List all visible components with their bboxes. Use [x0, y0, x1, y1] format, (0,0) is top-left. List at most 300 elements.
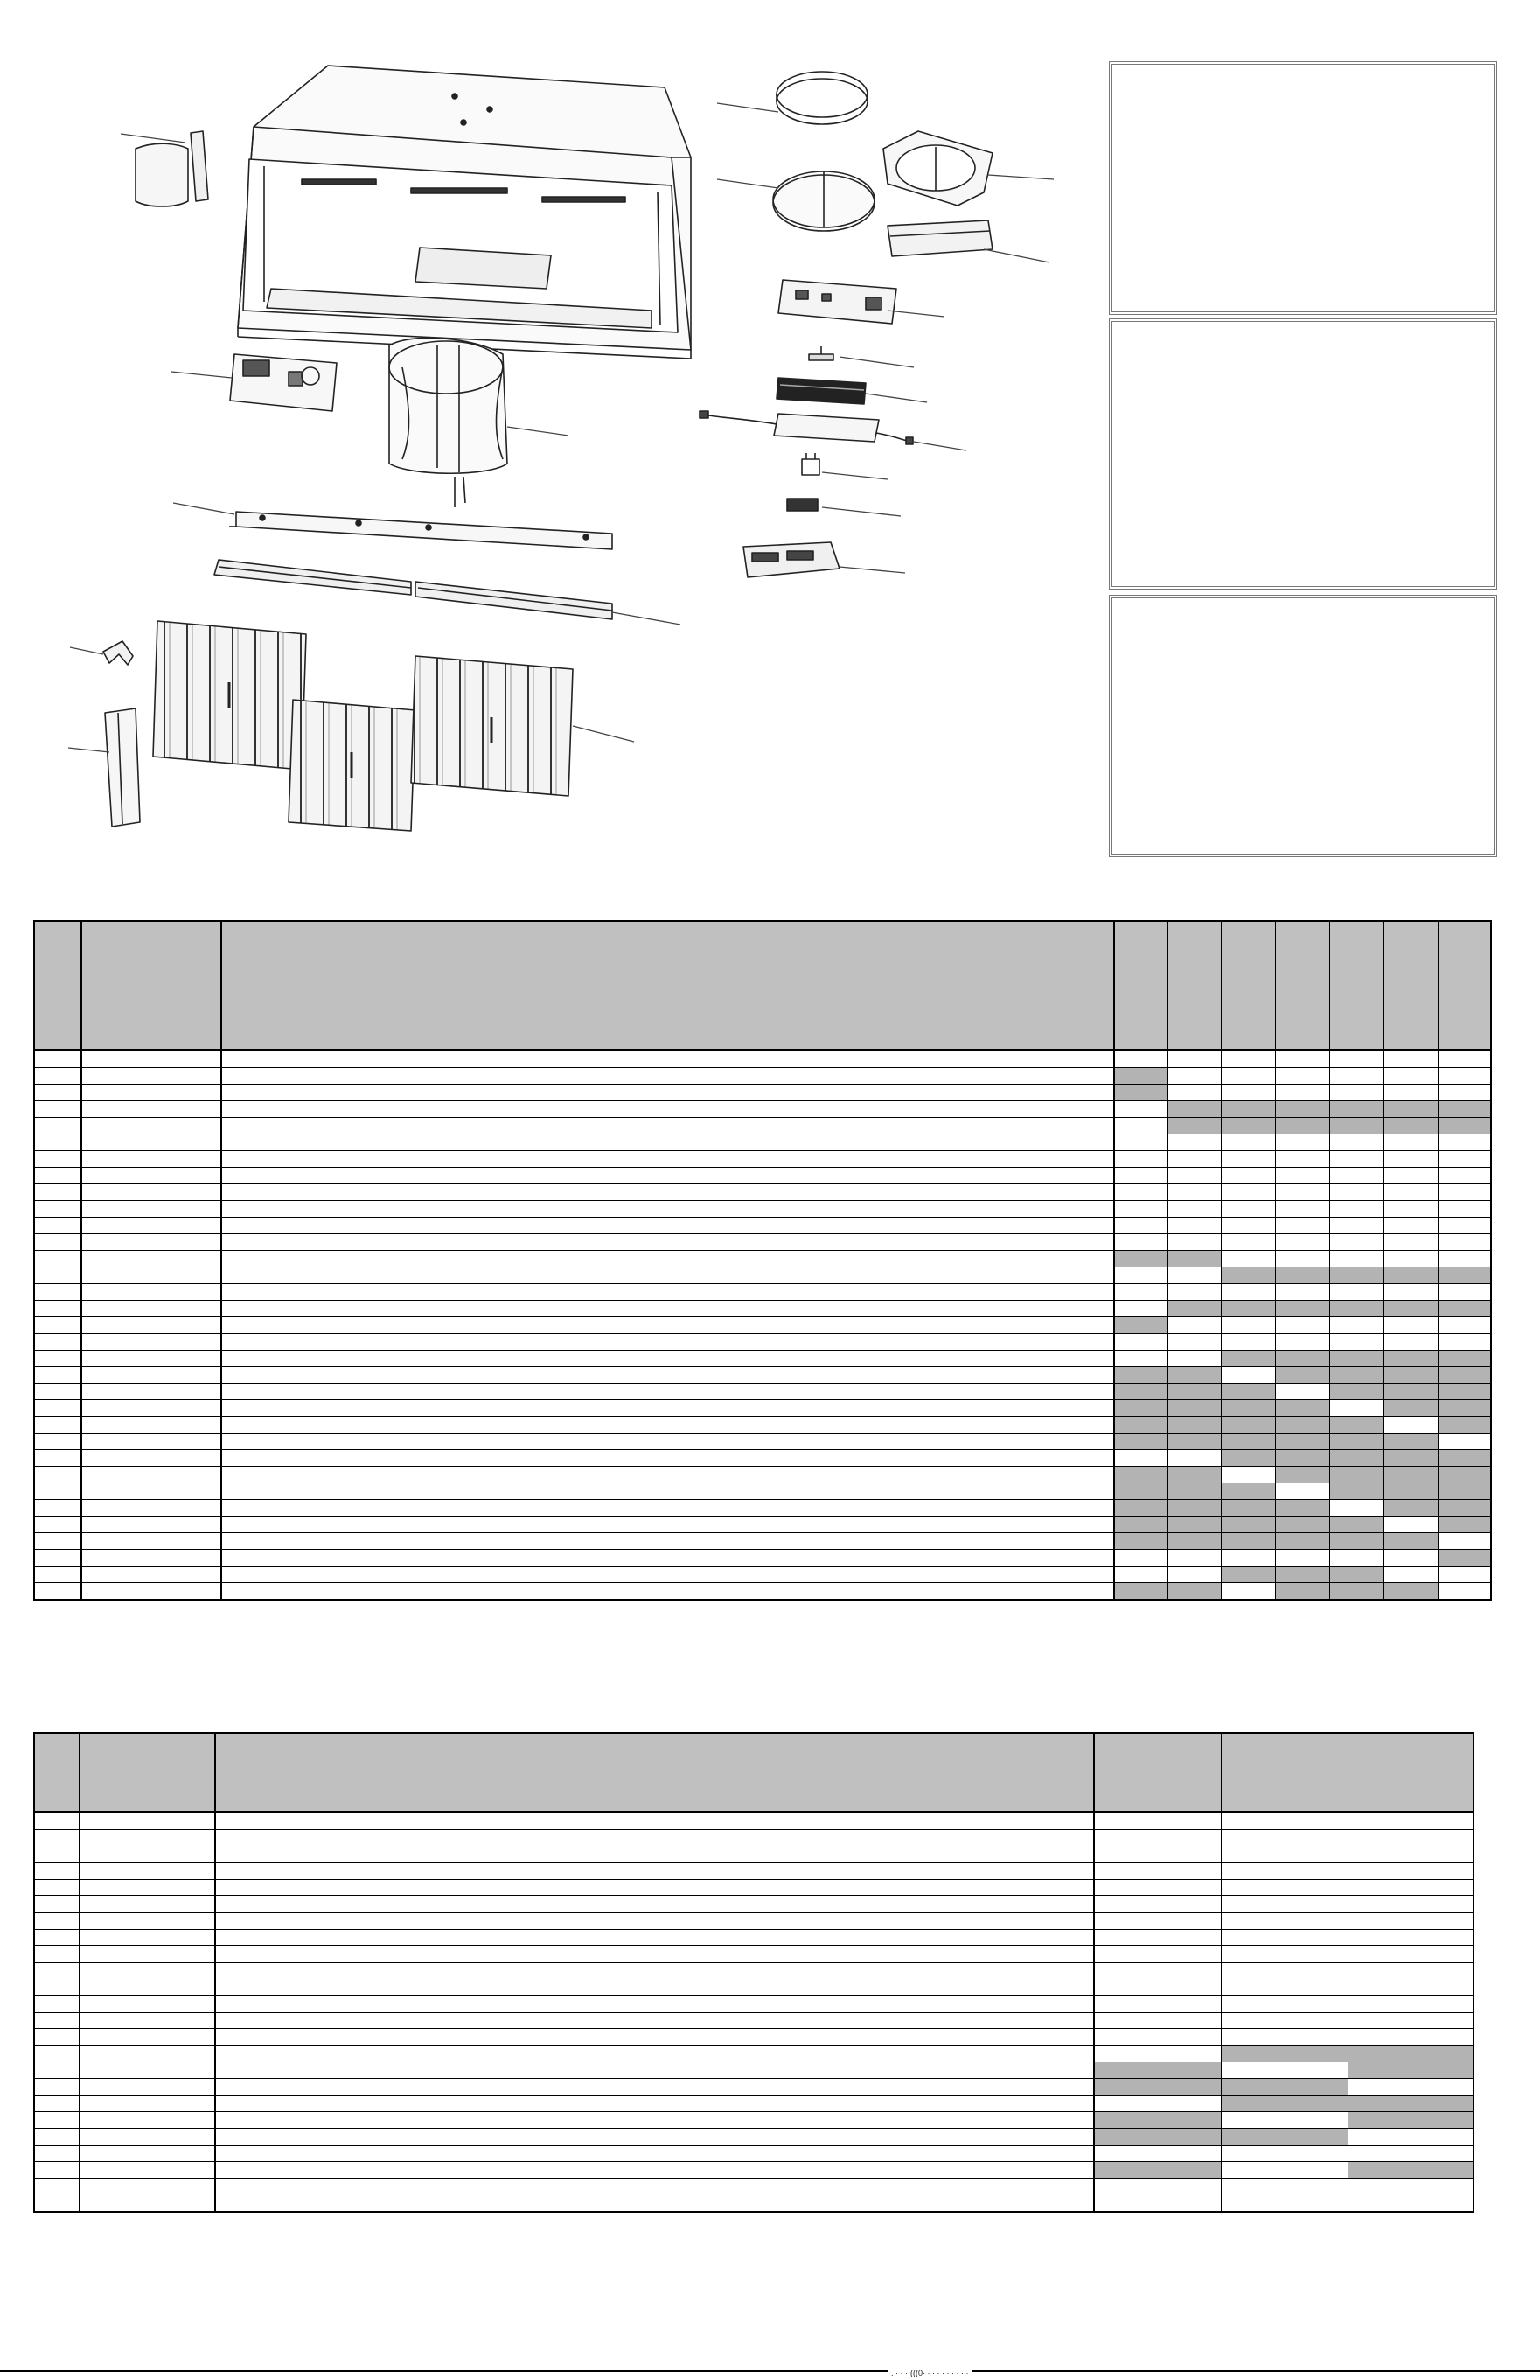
table2-row — [34, 2013, 1474, 2029]
table1-cell — [1221, 1334, 1275, 1351]
table1-cell — [1330, 1118, 1384, 1134]
info-box-2 — [1109, 318, 1497, 590]
table1-cell — [1439, 1151, 1491, 1168]
table1-cell — [1221, 1517, 1275, 1533]
table2-cell — [215, 2096, 1094, 2112]
table1-cell — [1330, 1101, 1384, 1118]
table2-cell — [1094, 1863, 1221, 1880]
table2-cell — [80, 1846, 215, 1863]
table1-cell — [1384, 1151, 1439, 1168]
table1-row — [34, 1483, 1491, 1500]
table1-cell — [1384, 1118, 1439, 1134]
table1-cell — [1221, 1317, 1275, 1334]
table1-cell — [221, 1550, 1114, 1567]
table2-cell — [215, 1846, 1094, 1863]
light-housing-icon — [743, 542, 840, 577]
table1-header-cell — [1221, 921, 1275, 1050]
table1-cell — [1114, 1284, 1167, 1301]
table1-cell — [1330, 1384, 1384, 1400]
table2-cell — [80, 1880, 215, 1896]
table2-cell — [1094, 1880, 1221, 1896]
table1-row — [34, 1118, 1491, 1134]
table1-cell — [1275, 1567, 1329, 1583]
table1-row — [34, 1351, 1491, 1367]
table1-cell — [81, 1467, 222, 1483]
footer — [0, 2369, 1540, 2380]
table1-cell — [1167, 1583, 1221, 1601]
table2-row — [34, 1979, 1474, 1996]
table1-cell — [1167, 1050, 1221, 1068]
table1-cell — [221, 1533, 1114, 1550]
table1-cell — [1221, 1251, 1275, 1267]
table2-cell — [1348, 2146, 1474, 2162]
table1-cell — [1330, 1417, 1384, 1434]
table2-cell — [1094, 2096, 1221, 2112]
table2-cell — [1221, 1996, 1348, 2013]
table2-cell — [1221, 2162, 1348, 2179]
table1-cell — [1330, 1301, 1384, 1317]
table1-cell — [221, 1583, 1114, 1601]
table1-cell — [1221, 1151, 1275, 1168]
table1-cell — [81, 1101, 222, 1118]
table2-cell — [1221, 2129, 1348, 2146]
table1-cell — [1221, 1267, 1275, 1284]
table1-cell — [1221, 1201, 1275, 1218]
table1-cell — [1439, 1384, 1491, 1400]
table1-cell — [1114, 1384, 1167, 1400]
table2-row — [34, 1812, 1474, 1830]
table2-cell — [80, 2013, 215, 2029]
table1-cell — [1167, 1483, 1221, 1500]
table2-cell — [80, 2046, 215, 2062]
table1-header-cell — [1439, 921, 1491, 1050]
table1-cell — [1439, 1050, 1491, 1068]
table2-row — [34, 1996, 1474, 2013]
table2-cell — [34, 2162, 80, 2179]
table2-cell — [215, 1996, 1094, 2013]
table1-cell — [1275, 1583, 1329, 1601]
table1-cell — [34, 1583, 81, 1601]
table1-cell — [1384, 1050, 1439, 1068]
table1-row — [34, 1450, 1491, 1467]
light-bar-icon — [888, 220, 993, 256]
table2-cell — [80, 2179, 215, 2195]
table1-cell — [1275, 1367, 1329, 1384]
table1-cell — [34, 1151, 81, 1168]
table1-cell — [1114, 1533, 1167, 1550]
table2-cell — [1094, 1946, 1221, 1963]
table1-cell — [1167, 1101, 1221, 1118]
table1-cell — [221, 1317, 1114, 1334]
table1-cell — [221, 1068, 1114, 1085]
table2-cell — [1348, 2195, 1474, 2213]
table1-cell — [34, 1467, 81, 1483]
table2-cell — [215, 2129, 1094, 2146]
table1-header-cell — [1114, 921, 1167, 1050]
table2-cell — [34, 2029, 80, 2046]
table1-cell — [34, 1550, 81, 1567]
table1-cell — [1114, 1251, 1167, 1267]
table1-cell — [221, 1301, 1114, 1317]
table1-cell — [1439, 1583, 1491, 1601]
table1-cell — [1275, 1384, 1329, 1400]
table1-header-cell — [1275, 921, 1329, 1050]
table1-cell — [1384, 1400, 1439, 1417]
table1-cell — [221, 1184, 1114, 1201]
table2-cell — [80, 1896, 215, 1913]
table1-cell — [1221, 1467, 1275, 1483]
table2-cell — [215, 1830, 1094, 1846]
table1-cell — [221, 1483, 1114, 1500]
filter-channel-icon — [105, 708, 140, 827]
table1-cell — [1167, 1301, 1221, 1317]
table1-cell — [1221, 1367, 1275, 1384]
table1-cell — [1330, 1550, 1384, 1567]
table2-row — [34, 1913, 1474, 1930]
table1-cell — [81, 1085, 222, 1101]
table1-cell — [1330, 1068, 1384, 1085]
table1-cell — [1275, 1085, 1329, 1101]
table1-cell — [1275, 1550, 1329, 1567]
table1-cell — [1330, 1500, 1384, 1517]
table1-cell — [1384, 1301, 1439, 1317]
footer-text: . · · ··(((0· · · · · · · · · · — [888, 2369, 972, 2377]
table2-row — [34, 1896, 1474, 1913]
table1-cell — [81, 1234, 222, 1251]
table2-cell — [1348, 1863, 1474, 1880]
table2-row — [34, 2062, 1474, 2079]
table2-cell — [80, 2112, 215, 2129]
table1-cell — [1221, 1068, 1275, 1085]
table1-cell — [1439, 1184, 1491, 1201]
table1-cell — [1167, 1317, 1221, 1334]
table1-cell — [81, 1151, 222, 1168]
table1-cell — [81, 1201, 222, 1218]
table1-cell — [34, 1134, 81, 1151]
table2-cell — [1348, 1996, 1474, 2013]
table1-row — [34, 1101, 1491, 1118]
table1-row — [34, 1550, 1491, 1567]
table1-cell — [1439, 1218, 1491, 1234]
table1-cell — [1439, 1301, 1491, 1317]
table1-cell — [1330, 1284, 1384, 1301]
table1-row — [34, 1434, 1491, 1450]
table1-cell — [1114, 1351, 1167, 1367]
table2-header-cell — [34, 1733, 80, 1812]
table2-cell — [215, 1913, 1094, 1930]
table2-cell — [34, 2096, 80, 2112]
table1-cell — [1275, 1533, 1329, 1550]
table1-cell — [1384, 1234, 1439, 1251]
table1-cell — [221, 1334, 1114, 1351]
table2-row — [34, 2112, 1474, 2129]
table1-cell — [34, 1118, 81, 1134]
table1-row — [34, 1334, 1491, 1351]
table1-cell — [1275, 1301, 1329, 1317]
table1-row — [34, 1218, 1491, 1234]
footer-rule — [0, 2370, 1540, 2372]
table1-cell — [1221, 1050, 1275, 1068]
table1-cell — [81, 1533, 222, 1550]
table2-cell — [34, 2062, 80, 2079]
table2-cell — [1221, 2062, 1348, 2079]
table2-cell — [34, 1846, 80, 1863]
table2-cell — [1221, 2079, 1348, 2096]
table2-cell — [34, 1963, 80, 1979]
table2-cell — [215, 1963, 1094, 1979]
table1-cell — [1114, 1085, 1167, 1101]
table2-cell — [34, 1880, 80, 1896]
table1-cell — [1221, 1417, 1275, 1434]
table1-cell — [1167, 1517, 1221, 1533]
table1-cell — [1167, 1251, 1221, 1267]
table1-cell — [81, 1218, 222, 1234]
table2-cell — [1348, 1846, 1474, 1863]
table1-cell — [1330, 1483, 1384, 1500]
table1-cell — [1167, 1417, 1221, 1434]
table1-cell — [1384, 1583, 1439, 1601]
table1-cell — [1384, 1267, 1439, 1284]
table2-cell — [80, 1946, 215, 1963]
table2-cell — [34, 2195, 80, 2213]
table2-cell — [34, 1830, 80, 1846]
table2-cell — [1221, 2013, 1348, 2029]
parts-table-models — [33, 920, 1492, 1601]
info-box-1 — [1109, 61, 1497, 315]
baffle-filter-icon — [153, 621, 573, 831]
table1-cell — [1114, 1068, 1167, 1085]
table1-cell — [1114, 1583, 1167, 1601]
table2-cell — [1348, 1896, 1474, 1913]
table1-cell — [1330, 1400, 1384, 1417]
table1-cell — [34, 1334, 81, 1351]
table1-cell — [1439, 1367, 1491, 1384]
table1-cell — [34, 1184, 81, 1201]
table1-cell — [1275, 1234, 1329, 1251]
table1-cell — [81, 1434, 222, 1450]
table2-cell — [80, 2162, 215, 2179]
table2-row — [34, 2079, 1474, 2096]
table1-cell — [1167, 1400, 1221, 1417]
table1-cell — [1275, 1400, 1329, 1417]
table1-cell — [1439, 1267, 1491, 1284]
table1-cell — [1114, 1334, 1167, 1351]
table2-cell — [34, 2129, 80, 2146]
table1-cell — [1330, 1234, 1384, 1251]
table1-cell — [1439, 1118, 1491, 1134]
table2-cell — [1221, 2179, 1348, 2195]
table1-cell — [81, 1450, 222, 1467]
table1-cell — [1330, 1218, 1384, 1234]
table1-cell — [1167, 1533, 1221, 1550]
duct-tube-icon — [136, 131, 208, 206]
table1-cell — [1114, 1467, 1167, 1483]
table1-cell — [1221, 1500, 1275, 1517]
table1-cell — [34, 1168, 81, 1184]
table1-cell — [1384, 1068, 1439, 1085]
table1-cell — [221, 1251, 1114, 1267]
table2-cell — [215, 2112, 1094, 2129]
table1-cell — [1384, 1351, 1439, 1367]
table1-cell — [81, 1050, 222, 1068]
table1-header-row — [34, 921, 1491, 1050]
table2-cell — [80, 2079, 215, 2096]
duct-collar-ring-icon — [777, 72, 868, 124]
table1-cell — [81, 1068, 222, 1085]
table1-cell — [1439, 1068, 1491, 1085]
table2-cell — [1221, 1812, 1348, 1830]
table1-row — [34, 1583, 1491, 1601]
table1-header-cell — [34, 921, 81, 1050]
table1-cell — [1330, 1367, 1384, 1384]
table1-cell — [1384, 1085, 1439, 1101]
table2-row — [34, 2179, 1474, 2195]
table1-cell — [1439, 1284, 1491, 1301]
table2-cell — [1348, 2129, 1474, 2146]
table1-cell — [1167, 1168, 1221, 1184]
table1-row — [34, 1085, 1491, 1101]
table1-cell — [81, 1184, 222, 1201]
table1-cell — [34, 1101, 81, 1118]
table2-cell — [1221, 1963, 1348, 1979]
table1-cell — [221, 1500, 1114, 1517]
table2-cell — [34, 1930, 80, 1946]
table1-cell — [1384, 1517, 1439, 1533]
table1-cell — [34, 1068, 81, 1085]
baffle-rail-icon — [214, 560, 612, 619]
table1-cell — [81, 1351, 222, 1367]
table1-cell — [34, 1284, 81, 1301]
table2-cell — [215, 1979, 1094, 1996]
table1-cell — [1330, 1351, 1384, 1367]
table2-cell — [215, 1812, 1094, 1830]
table2-row — [34, 2129, 1474, 2146]
table1-cell — [1330, 1434, 1384, 1450]
table2-cell — [1221, 1979, 1348, 1996]
table1-row — [34, 1367, 1491, 1384]
table1-cell — [1275, 1351, 1329, 1367]
table2-cell — [215, 2195, 1094, 2213]
table2-cell — [1348, 2046, 1474, 2062]
table2-cell — [34, 2046, 80, 2062]
table2-cell — [1094, 2112, 1221, 2129]
table1-cell — [81, 1517, 222, 1533]
table2-row — [34, 2162, 1474, 2179]
table1-row — [34, 1400, 1491, 1417]
table1-row — [34, 1533, 1491, 1550]
table2-cell — [1094, 2079, 1221, 2096]
table2-cell — [1094, 2029, 1221, 2046]
table1-cell — [1114, 1234, 1167, 1251]
table1-cell — [1221, 1184, 1275, 1201]
table2-header-cell — [1094, 1733, 1221, 1812]
plug-icon — [802, 453, 819, 475]
table1-cell — [1439, 1483, 1491, 1500]
table1-cell — [1275, 1417, 1329, 1434]
table1-cell — [1439, 1168, 1491, 1184]
table1-cell — [1221, 1284, 1275, 1301]
table2-cell — [1348, 1913, 1474, 1930]
table2-cell — [1348, 1880, 1474, 1896]
table2-cell — [80, 1863, 215, 1880]
table1-row — [34, 1284, 1491, 1301]
table2-row — [34, 2046, 1474, 2062]
table1-cell — [1384, 1500, 1439, 1517]
table1-cell — [34, 1317, 81, 1334]
table1-cell — [1114, 1267, 1167, 1284]
table2-cell — [1348, 1812, 1474, 1830]
table2-row — [34, 1963, 1474, 1979]
small-connector-icon — [809, 346, 833, 360]
table1-cell — [34, 1085, 81, 1101]
table1-cell — [1439, 1251, 1491, 1267]
table1-cell — [221, 1450, 1114, 1467]
table1-cell — [1114, 1517, 1167, 1533]
table1-cell — [1114, 1151, 1167, 1168]
table1-cell — [1330, 1467, 1384, 1483]
table1-cell — [1384, 1567, 1439, 1583]
table1-cell — [1384, 1533, 1439, 1550]
table2-cell — [1094, 1846, 1221, 1863]
table1-cell — [34, 1483, 81, 1500]
table1-cell — [1384, 1384, 1439, 1400]
table1-cell — [1384, 1467, 1439, 1483]
table1-cell — [1167, 1284, 1221, 1301]
table2-cell — [215, 2029, 1094, 2046]
table2-cell — [34, 2013, 80, 2029]
table1-cell — [1330, 1251, 1384, 1267]
table2-cell — [1221, 1913, 1348, 1930]
table2-cell — [1348, 2029, 1474, 2046]
blower-motor-icon — [389, 338, 507, 507]
table1-cell — [221, 1118, 1114, 1134]
table1-cell — [81, 1550, 222, 1567]
table1-cell — [221, 1351, 1114, 1367]
table1-cell — [1167, 1351, 1221, 1367]
table2-header-cell — [80, 1733, 215, 1812]
table2-row — [34, 1846, 1474, 1863]
table1-cell — [221, 1384, 1114, 1400]
table1-cell — [1439, 1500, 1491, 1517]
table1-cell — [1114, 1101, 1167, 1118]
table1-cell — [1384, 1251, 1439, 1267]
table1-row — [34, 1517, 1491, 1533]
table1-row — [34, 1068, 1491, 1085]
table2-cell — [215, 2062, 1094, 2079]
table2-row — [34, 2146, 1474, 2162]
table1-cell — [1167, 1118, 1221, 1134]
table1-cell — [81, 1384, 222, 1400]
table1-cell — [221, 1367, 1114, 1384]
table1-cell — [1275, 1184, 1329, 1201]
table1-cell — [81, 1118, 222, 1134]
table1-cell — [221, 1517, 1114, 1533]
table2-cell — [34, 2179, 80, 2195]
table1-cell — [1330, 1134, 1384, 1151]
table1-cell — [1439, 1101, 1491, 1118]
table2-cell — [34, 1913, 80, 1930]
table2-header-cell — [1348, 1733, 1474, 1812]
table1-cell — [221, 1400, 1114, 1417]
table1-cell — [221, 1050, 1114, 1068]
table1-cell — [1221, 1118, 1275, 1134]
table2-cell — [34, 2146, 80, 2162]
table1-cell — [1114, 1450, 1167, 1467]
table1-cell — [1439, 1434, 1491, 1450]
table1-cell — [1439, 1550, 1491, 1567]
table1-cell — [221, 1267, 1114, 1284]
table1-cell — [1275, 1284, 1329, 1301]
